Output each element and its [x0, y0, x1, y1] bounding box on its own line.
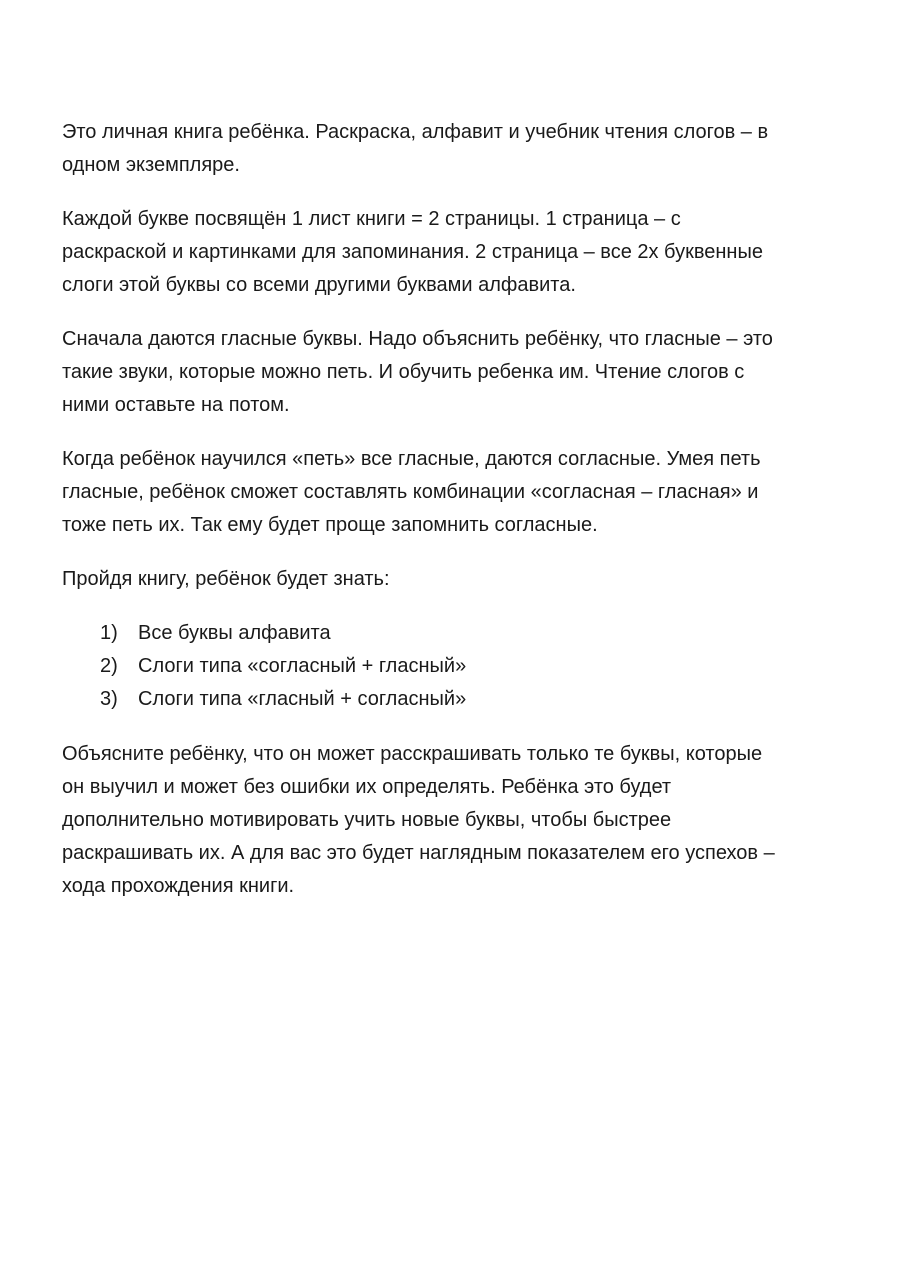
list-item-number: 1): [100, 622, 118, 644]
paragraph-structure: Каждой букве посвящён 1 лист книги = 2 страницы. 1 страница – с раскраской и картинками для запоминания. 2 страница – все 2х буквенные слоги этой буквы со всеми другими буквами алфавита.: [62, 208, 763, 296]
list-item-text: Слоги типа «согласный + гласный»: [138, 655, 467, 677]
paragraph-consonants: Когда ребёнок научился «петь» все гласные, даются согласные. Умея петь гласные, ребёнок сможет составлять комбинации «согласная – гласная» и тоже петь их. Так ему будет проще запомнить согласные.: [62, 448, 761, 536]
document-body: [62, 116, 842, 924]
list-item: [62, 617, 842, 650]
paragraph-coloring-advice: Объясните ребёнку, что он может расскрашивать только те буквы, которые он выучил и может без ошибки их определять. Ребёнка это будет дополнительно мотивировать учить новые буквы, чтобы быстрее раскрашивать их. А для вас это будет наглядным показателем его успехов – хода прохождения книги.: [62, 743, 775, 897]
paragraph-list-intro: Пройдя книгу, ребёнок будет знать:: [62, 568, 390, 590]
list-item-text: Слоги типа «гласный + согласный»: [138, 688, 467, 710]
paragraph-vowels: Сначала даются гласные буквы. Надо объяснить ребёнку, что гласные – это такие звуки, которые можно петь. И обучить ребенка им. Чтение слогов с ними оставьте на потом.: [62, 328, 773, 416]
list-item-text: Все буквы алфавита: [138, 622, 331, 644]
list-item-number: 2): [100, 655, 118, 677]
list-item: [62, 650, 842, 683]
outcomes-list: [62, 617, 842, 716]
list-item-number: 3): [100, 688, 118, 710]
paragraph-intro: Это личная книга ребёнка. Раскраска, алфавит и учебник чтения слогов – в одном экземпляре.: [62, 121, 769, 176]
list-item: [62, 683, 842, 716]
